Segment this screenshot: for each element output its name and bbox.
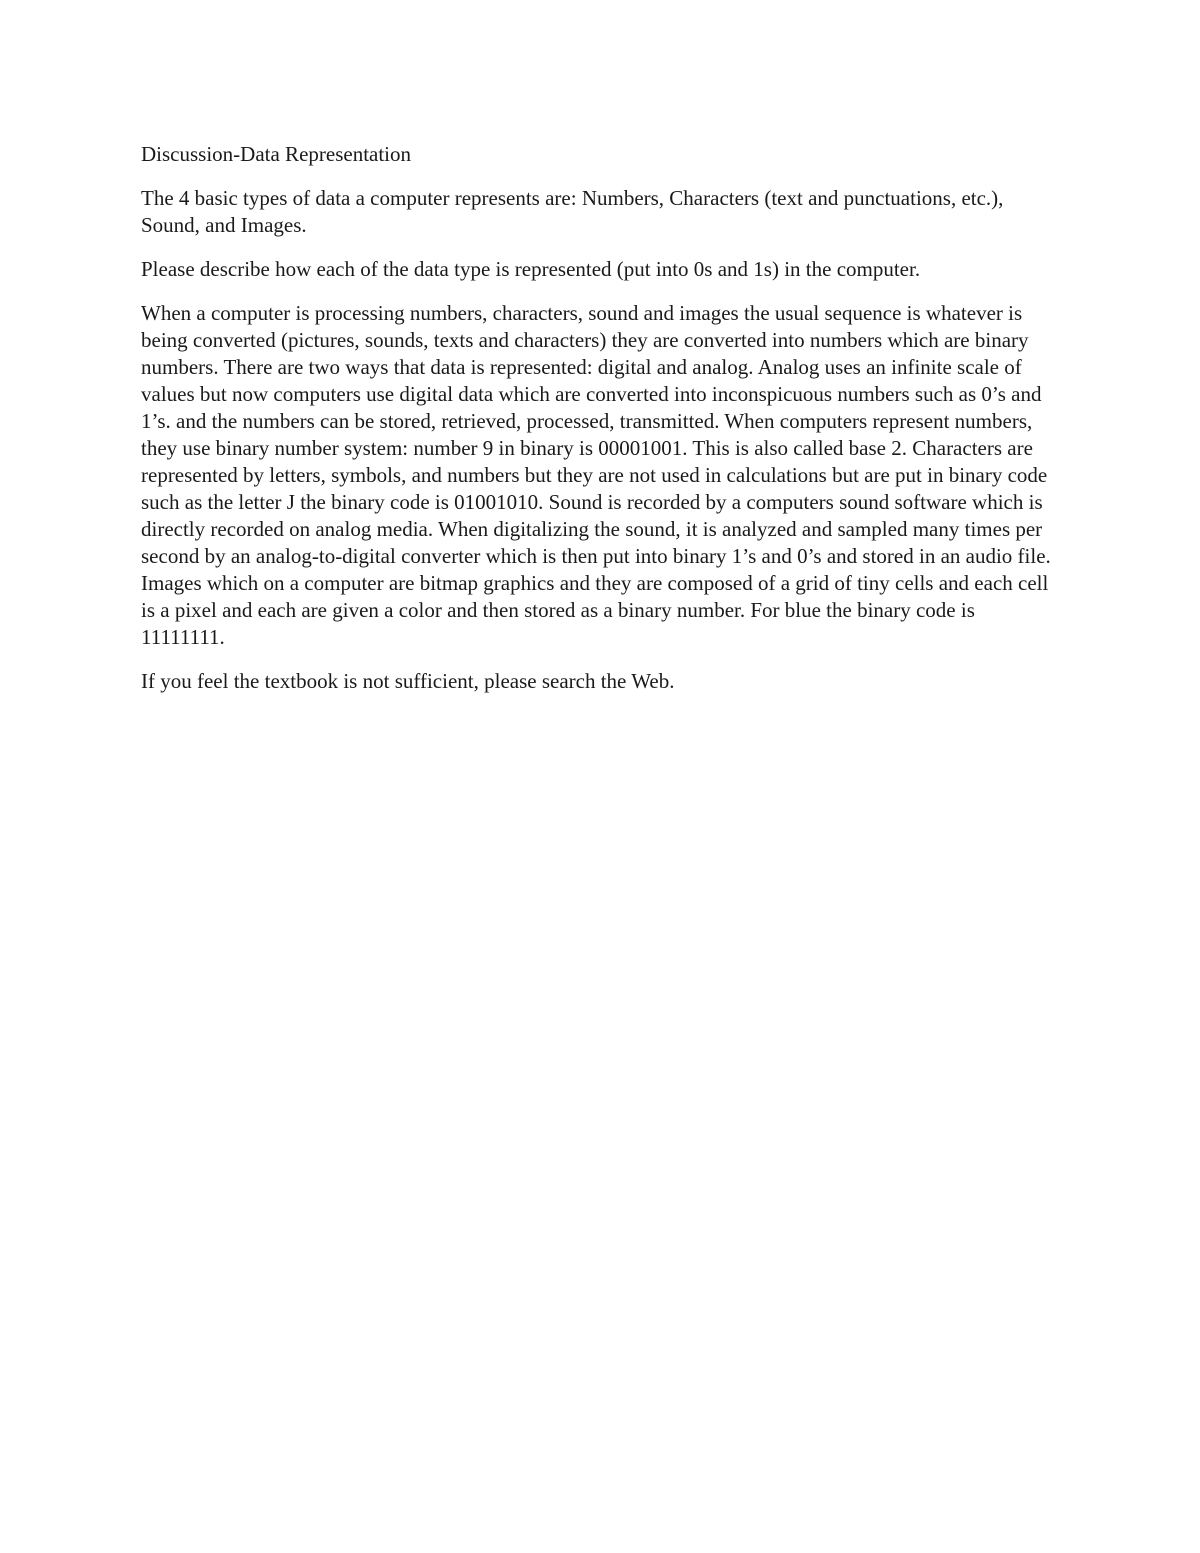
paragraph-data-types: The 4 basic types of data a computer represents are: Numbers, Characters (text and punctuations, etc.), Sound, and Images. (141, 186, 1004, 237)
document-title: Discussion-Data Representation (141, 142, 412, 166)
paragraph-web-note: If you feel the textbook is not sufficient, please search the Web. (141, 669, 675, 693)
document-body (141, 141, 1061, 712)
paragraph-answer: When a computer is processing numbers, characters, sound and images the usual sequence is whatever is being converted (pictures, sounds, texts and characters) they are converted into numbers which are binary numbers. There are two ways that data is represented: digital and analog. Analog uses an infinite scale of values but now computers use digital data which are converted into inconspicuous numbers such as 0’s and 1’s. and the numbers can be stored, retrieved, processed, transmitted. When computers represent numbers, they use binary number system: number 9 in binary is 00001001. This is also called base 2. Characters are represented by letters, symbols, and numbers but they are not used in calculations but are put in binary code such as the letter J the binary code is 01001010. Sound is recorded by a computers sound software which is directly recorded on analog media. When digitalizing the sound, it is analyzed and sampled many times per second by an analog-to-digital converter which is then put into binary 1’s and 0’s and stored in an audio file. Images which on a computer are bitmap graphics and they are composed of a grid of tiny cells and each cell is a pixel and each are given a color and then stored as a binary number. For blue the binary code is 11111111. (141, 301, 1051, 649)
paragraph-prompt: Please describe how each of the data type is represented (put into 0s and 1s) in the computer. (141, 257, 921, 281)
